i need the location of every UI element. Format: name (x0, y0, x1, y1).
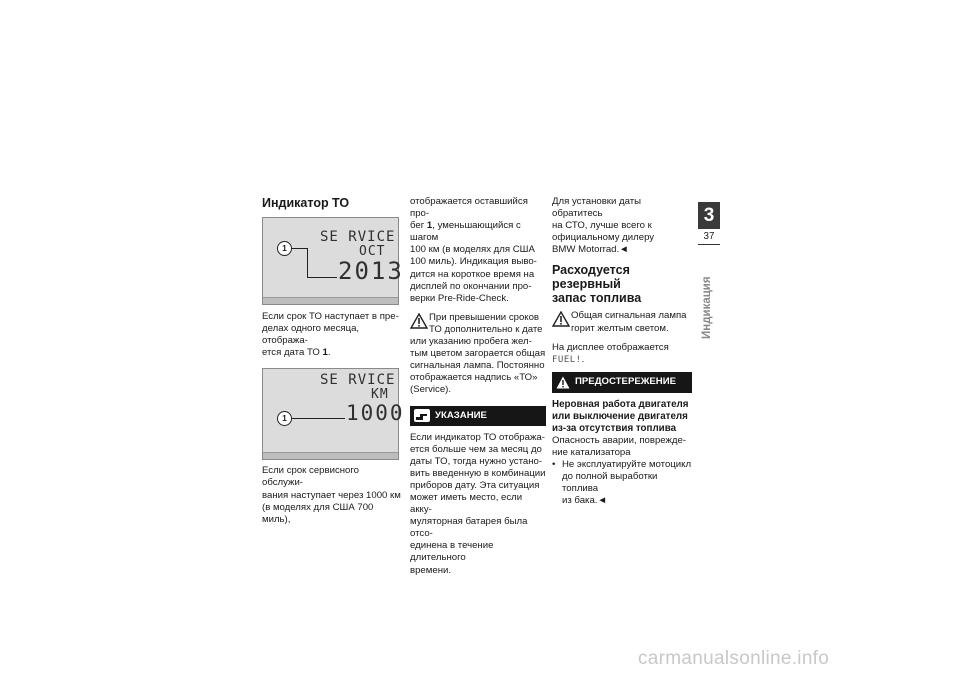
warning-banner (552, 372, 692, 393)
warning-text: Опасность аварии, поврежде- ние катализатора (552, 434, 687, 458)
section-title-service-indicator: Индикатор ТО (262, 196, 350, 210)
warning-lamp-paragraph: При превышении сроков ТО дополнительно к дате или указанию пробега жел- тым цветом загорается общая сигнальная лампа. Постоянно отображается надпись «ТО» (Service). (410, 311, 546, 396)
note-title: УКАЗАНИЕ (435, 409, 487, 421)
paragraph-remaining-distance: отображается оставшийся про- бег 1, уменьшающийся с шагом 100 км (в моделях для США 100 миль). Индикация выво- дится на короткое время на дисплей по окончании про- верки Pre-Ride-Check. (410, 196, 537, 304)
note-paragraph: Если индикатор ТО отобража- ется больше чем за месяц до даты ТО, тогда нужно устано- вить введенную в комбинации приборов дату. Эта ситуация может иметь место, если акку- муляторная батарея была отсо- единена в течение длительного времени. (410, 431, 546, 576)
page-divider (698, 244, 720, 245)
paragraph-km-due: Если срок сервисного обслужи- вания наступает через 1000 км (в моделях для США 700 миль), (262, 465, 401, 525)
chapter-label-vertical: Индикация (701, 276, 713, 339)
pointing-hand-icon (414, 409, 430, 422)
display-text-service: SE RVICE (320, 229, 396, 245)
section-title-fuel-reserve: Расходуется резервный запас топлива (552, 263, 642, 306)
end-mark: ◄ (597, 495, 607, 507)
display-paragraph: На дисплее отображается FUEL!. (552, 341, 669, 365)
callout-leader-horizontal (292, 418, 345, 419)
end-mark: ◄ (619, 244, 629, 256)
watermark: carmanualsonline.info (638, 648, 830, 669)
bullet-item: • Не эксплуатируйте мотоцикл до полной выработки топлива из бака.◄ (552, 459, 692, 507)
callout-leader-vertical (307, 248, 308, 277)
callout-leader-horizontal (307, 277, 337, 278)
column-3 (552, 196, 692, 507)
lamp-paragraph: Общая сигнальная лампа горит желтым светом. (552, 310, 692, 334)
chapter-number: 3 (698, 202, 720, 229)
display-text-service: SE RVICE (320, 372, 396, 389)
fuel-display-value: FUEL! (552, 354, 582, 365)
callout-1: 1 (277, 241, 292, 256)
bullet-mark: • (552, 459, 556, 471)
display-text-month: OCT (359, 244, 386, 259)
service-display-date (262, 217, 404, 305)
callout-leader-short (292, 248, 308, 249)
display-text-km: KM (371, 387, 389, 403)
warning-title: ПРЕДОСТЕРЕЖЕНИЕ (575, 376, 677, 388)
page-number: 37 (703, 231, 715, 242)
service-display-km (262, 368, 405, 460)
warning-triangle-icon (552, 311, 570, 327)
warning-heading: Неровная работа двигателя или выключение двигателя из-за отсутствия топлива (552, 398, 689, 434)
column-1 (262, 196, 405, 526)
warning-triangle-icon (556, 376, 570, 389)
display-bottom-strip (263, 297, 398, 304)
paragraph-date-due: Если срок ТО наступает в пре- делах одного месяца, отобража- ется дата ТО 1. (262, 311, 399, 359)
note-banner (410, 406, 546, 426)
callout-1: 1 (277, 411, 292, 426)
warning-triangle-icon (410, 313, 428, 329)
display-text-distance: 1000 (346, 401, 405, 426)
column-2 (410, 196, 546, 577)
paragraph-set-date: Для установки даты обратитесь на СТО, лучше всего к официальному дилеру BMW Motorrad.◄ (552, 196, 655, 256)
display-bottom-strip (263, 452, 398, 459)
display-text-year: 2013 (338, 257, 404, 285)
